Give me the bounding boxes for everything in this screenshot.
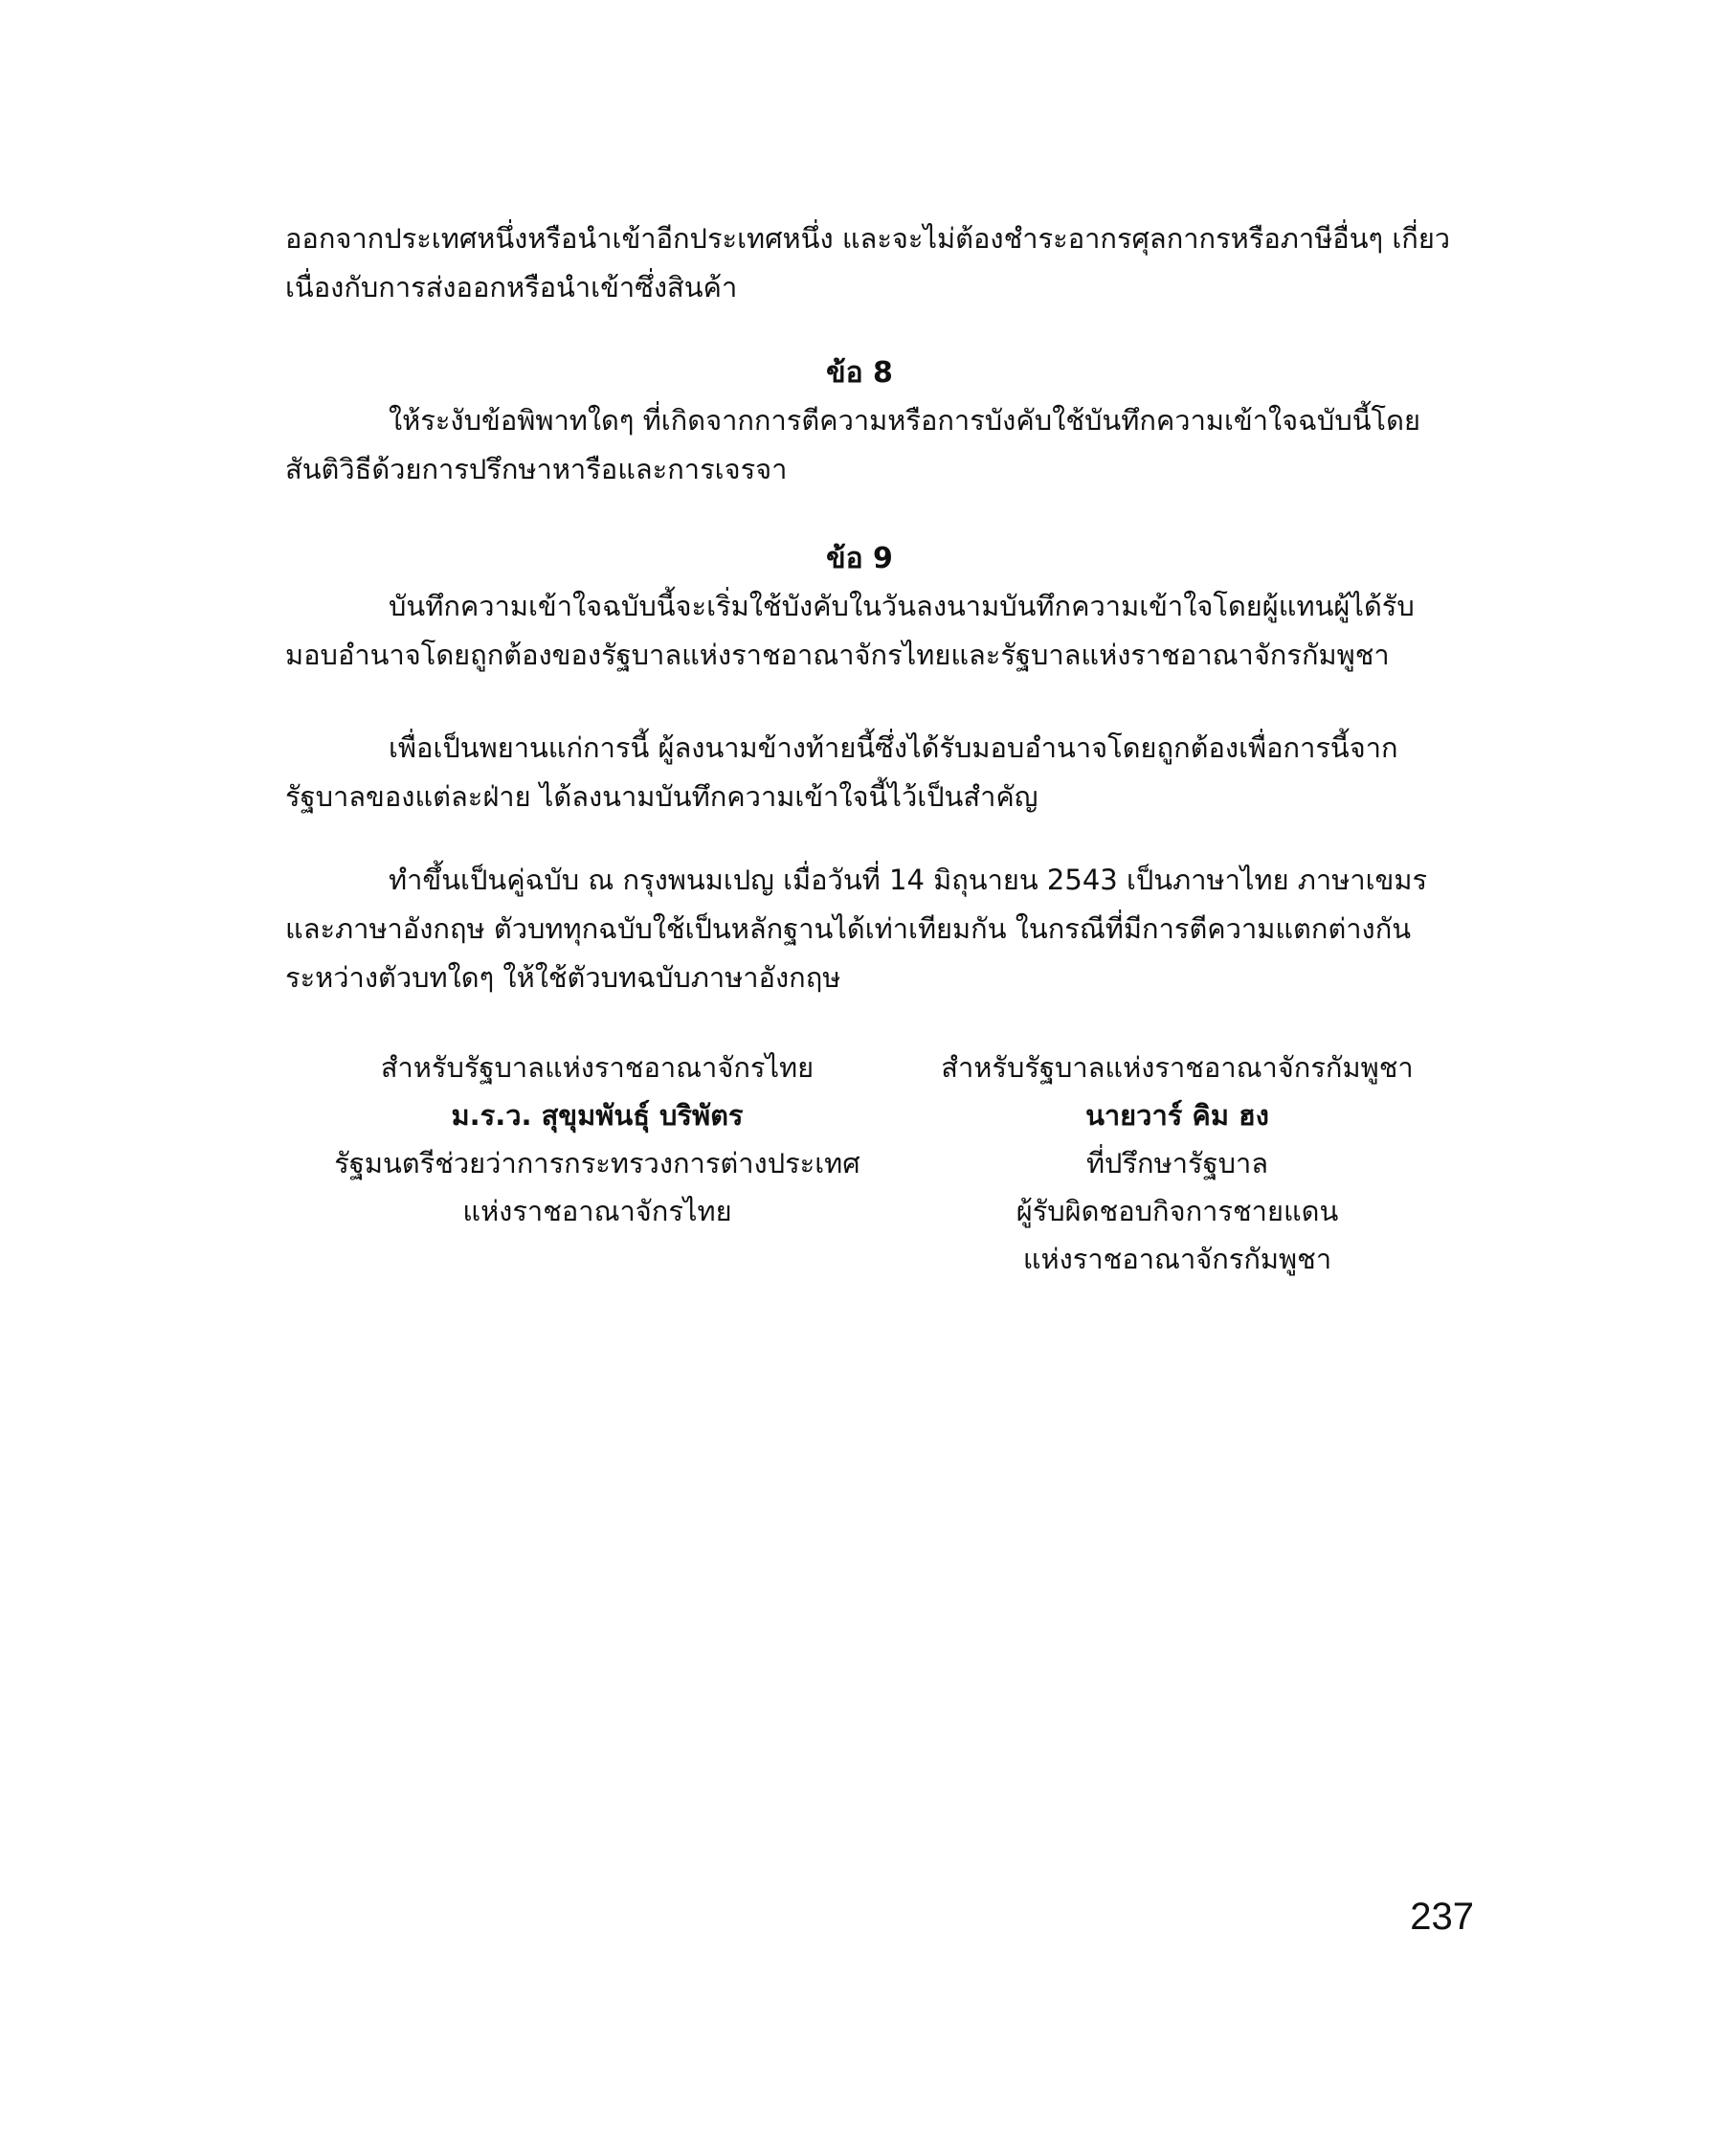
signature-cambodia-for-label: สำหรับรัฐบาลแห่งราชอาณาจักรกัมพูชา bbox=[941, 1051, 1414, 1084]
witness-line-1: เพื่อเป็นพยานแก่การนี้ ผู้ลงนามข้างท้ายนี้ซึ่งได้รับมอบอำนาจโดยถูกต้องเพื่อการนี้จาก bbox=[389, 731, 1398, 764]
article-8-line-1: ให้ระงับข้อพิพาทใดๆ ที่เกิดจากการตีความหรือการบังคับใช้บันทึกความเข้าใจฉบับนี้โดย bbox=[389, 404, 1420, 437]
witness-paragraph bbox=[285, 724, 1472, 821]
article-8-line-2: สันติวิธีด้วยการปรึกษาหารือและการเจรจา bbox=[285, 453, 788, 485]
signature-cambodia-title-1: ที่ปรึกษารัฐบาล bbox=[1085, 1147, 1269, 1179]
continuation-line-2: เนื่องกับการส่งออกหรือนำเข้าซึ่งสินค้า bbox=[285, 271, 738, 303]
signature-cambodia-title-3: แห่งราชอาณาจักรกัมพูชา bbox=[1022, 1243, 1332, 1275]
done-line-3: ระหว่างตัวบทใดๆ ให้ใช้ตัวบทฉบับภาษาอังกฤษ bbox=[285, 961, 841, 994]
article-9-line-1: บันทึกความเข้าใจฉบับนี้จะเริ่มใช้บังคับในวันลงนามบันทึกความเข้าใจโดยผู้แทนผู้ได้รับ bbox=[389, 590, 1415, 622]
signature-thai-title-2: แห่งราชอาณาจักรไทย bbox=[462, 1195, 732, 1227]
signature-block-thailand bbox=[291, 1044, 904, 1235]
article-9-heading: ข้อ 9 bbox=[826, 542, 893, 575]
signature-thai-title-1: รัฐมนตรีช่วยว่าการกระทรวงการต่างประเทศ bbox=[334, 1147, 860, 1179]
article-8-heading: ข้อ 8 bbox=[826, 356, 893, 390]
page-number: 237 bbox=[1410, 1896, 1474, 1938]
signature-thai-for-label: สำหรับรัฐบาลแห่งราชอาณาจักรไทย bbox=[380, 1051, 815, 1084]
witness-line-2: รัฐบาลของแต่ละฝ่าย ได้ลงนามบันทึกความเข้าใจนี้ไว้เป็นสำคัญ bbox=[285, 780, 1038, 813]
done-line-1: ทำขึ้นเป็นคู่ฉบับ ณ กรุงพนมเปญ เมื่อวันที่ 14 มิถุนายน 2543 เป็นภาษาไทย ภาษาเขมร bbox=[389, 864, 1428, 896]
article-9-line-2: มอบอำนาจโดยถูกต้องของรัฐบาลแห่งราชอาณาจักรไทยและรัฐบาลแห่งราชอาณาจักรกัมพูชา bbox=[285, 639, 1390, 671]
continuation-line-1: ออกจากประเทศหนึ่งหรือนำเข้าอีกประเทศหนึ่ง และจะไม่ต้องชำระอากรศุลกากรหรือภาษีอื่นๆ เกี่ยว bbox=[285, 222, 1451, 255]
signature-cambodia-title-2: ผู้รับผิดชอบกิจการชายแดน bbox=[1016, 1195, 1339, 1227]
done-line-2: และภาษาอังกฤษ ตัวบททุกฉบับใช้เป็นหลักฐานได้เท่าเทียมกัน ในกรณีที่มีการตีความแตกต่างกัน bbox=[285, 912, 1412, 945]
signature-cambodia-name: นายวาร์ คิม ฮง bbox=[1085, 1099, 1269, 1132]
article-9-paragraph bbox=[285, 582, 1472, 680]
continuation-paragraph bbox=[285, 214, 1472, 312]
signature-block-cambodia bbox=[871, 1044, 1484, 1283]
done-paragraph bbox=[285, 856, 1472, 1002]
article-8-paragraph bbox=[285, 396, 1472, 494]
signature-thai-name: ม.ร.ว. สุขุมพันธุ์ บริพัตร bbox=[451, 1099, 744, 1132]
